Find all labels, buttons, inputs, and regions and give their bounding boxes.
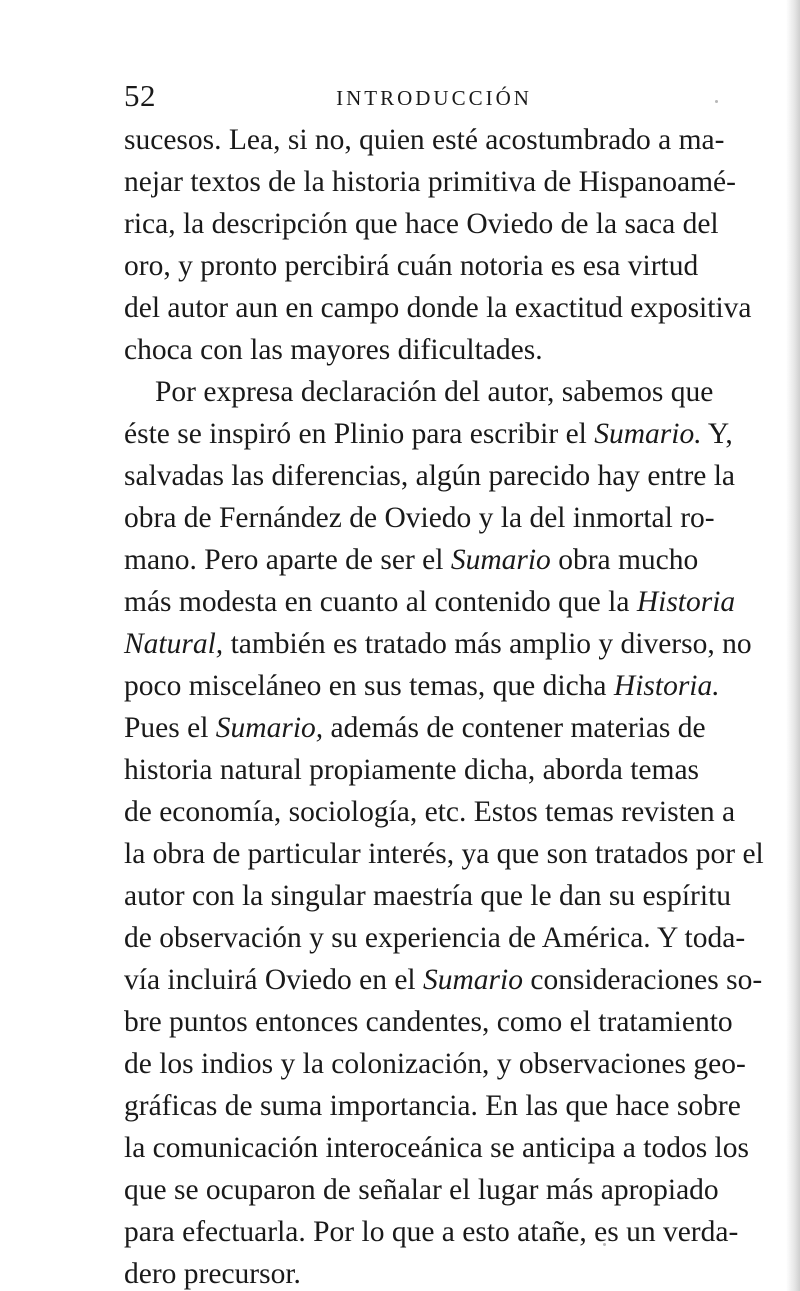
italic-title: Historia. xyxy=(613,670,720,702)
text-line: nejar textos de la historia primitiva de Hispanoamé- xyxy=(124,166,736,198)
italic-title: Sumario xyxy=(423,964,523,996)
text-line: autor con la singular maestría que le dan su espíritu xyxy=(124,880,732,912)
text-line: dero precursor. xyxy=(124,1258,301,1290)
text-line: éste se inspiró en Plinio para escribir el Sumario. Y, xyxy=(124,418,733,450)
text-line: la comunicación interoceánica se anticipa a todos los xyxy=(124,1132,749,1164)
text-line: Por expresa declaración del autor, sabemos que xyxy=(155,376,714,408)
text-line: choca con las mayores dificultades. xyxy=(124,334,543,366)
text-line: bre puntos entonces candentes, como el tratamiento xyxy=(124,1006,733,1038)
page-number: 52 xyxy=(124,78,156,113)
page-header xyxy=(124,76,689,116)
text-line: rica, la descripción que hace Oviedo de la saca del xyxy=(124,208,719,240)
italic-title: Sumario xyxy=(450,544,551,576)
text-line: historia natural propiamente dicha, aborda temas xyxy=(124,754,700,786)
running-head: INTRODUCCIÓN xyxy=(336,86,532,110)
body-text xyxy=(124,119,764,1291)
text-line: más modesta en cuanto al contenido que la Historia xyxy=(124,586,736,618)
text-line: mano. Pero aparte de ser el Sumario obra mucho xyxy=(124,544,699,576)
italic-title: Sumario. xyxy=(594,418,702,450)
text-line: obra de Fernández de Oviedo y la del inmortal ro- xyxy=(124,502,715,534)
text-line: de economía, sociología, etc. Estos temas revisten a xyxy=(124,796,736,828)
text-line: de observación y su experiencia de América. Y toda- xyxy=(124,922,746,954)
text-line: oro, y pronto percibirá cuán notoria es esa virtud xyxy=(124,250,699,282)
text-line: la obra de particular interés, ya que son tratados por el xyxy=(124,838,764,870)
text-line: poco misceláneo en sus temas, que dicha Historia. xyxy=(124,670,720,702)
text-line: para efectuarla. Por lo que a esto atañe, es un verda- xyxy=(124,1216,739,1248)
text-line: sucesos. Lea, si no, quien esté acostumbrado a ma- xyxy=(124,124,725,156)
italic-title: Sumario, xyxy=(215,712,324,744)
text-line: vía incluirá Oviedo en el Sumario consideraciones so- xyxy=(124,964,763,996)
italic-title: Natural, xyxy=(124,628,224,660)
text-line: del autor aun en campo donde la exactitud expositiva xyxy=(124,292,752,324)
paper-speck xyxy=(715,100,718,103)
text-line: salvadas las diferencias, algún parecido hay entre la xyxy=(124,460,736,492)
text-line: que se ocuparon de señalar el lugar más apropiado xyxy=(124,1174,719,1206)
italic-title: Historia xyxy=(636,586,736,618)
text-line: Natural, también es tratado más amplio y diverso, no xyxy=(124,628,752,660)
page-edge-shadow xyxy=(786,0,800,1291)
text-line: Pues el Sumario, además de contener materias de xyxy=(124,712,706,744)
text-line: de los indios y la colonización, y observaciones geo- xyxy=(124,1048,746,1080)
text-line: gráficas de suma importancia. En las que hace sobre xyxy=(124,1090,741,1122)
